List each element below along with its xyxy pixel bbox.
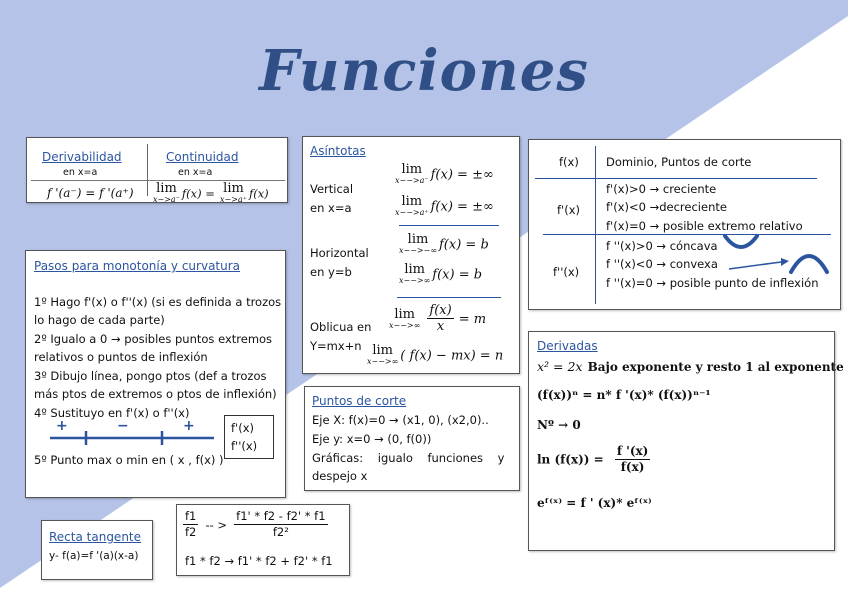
lim-subscript: x−−>−∞ [399, 246, 437, 255]
continuity-condition: en x=a [178, 167, 213, 178]
lim-subscript: x−−>∞ [399, 276, 431, 285]
derivability-continuity-card [26, 137, 288, 203]
oblique-limit-2 [367, 344, 503, 366]
table-head-fx: f(x) [559, 155, 579, 169]
vertical-limit-1 [395, 163, 494, 185]
power-rule-text: Bajo exponente y resto 1 al exponente [587, 360, 844, 374]
page-title: Funciones [259, 38, 589, 104]
derivability-condition: en x=a [63, 167, 98, 178]
separator [543, 234, 831, 235]
lim-expression: f(x) = ±∞ [430, 199, 494, 215]
horizontal-limit-1 [399, 233, 489, 255]
fraction-numerator: f1 [185, 509, 197, 523]
first-derivative-row-3: f'(x)=0 → posible extremo relativo [606, 219, 803, 233]
graphs-note: Gráficas: igualo funciones y [312, 451, 505, 465]
lim-expression: f(x) = b [439, 237, 489, 253]
lim-subscript: x−>a⁺ [220, 195, 247, 204]
table-head-desc: Dominio, Puntos de corte [606, 155, 752, 169]
oblique-label: Oblicua en [310, 320, 372, 334]
monotony-curvature-table [528, 139, 841, 310]
horizontal-label: Horizontal [310, 246, 369, 260]
second-derivative-row-2: f ''(x)<0 → convexa [606, 257, 718, 271]
asymptotes-heading: Asíntotas [310, 144, 366, 158]
lim-expression: f(x) [248, 186, 269, 201]
second-derivative-row-3: f ''(x)=0 → posible punto de inflexión [606, 276, 819, 290]
intercepts-card [304, 386, 520, 491]
lim-subscript: x−−>a⁻ [395, 176, 429, 185]
product-rule: f1 * f2 → f1' * f2 + f2' * f1 [185, 554, 333, 568]
constant-rule: Nº → 0 [537, 418, 581, 432]
continuity-formula [153, 182, 269, 204]
step-line: lo hago de cada parte) [34, 313, 165, 327]
horizontal-condition: en y=b [310, 265, 352, 279]
separator [397, 297, 501, 298]
graphs-note-continued: despejo x [312, 469, 368, 483]
convex-curve-icon [723, 246, 837, 276]
legend-first-derivative: f'(x) [231, 421, 254, 435]
step-line: 5º Punto max o min en ( x , f(x) ) [34, 453, 224, 467]
lim-label: lim [401, 194, 423, 209]
lim-subscript: x−−>a⁺ [395, 208, 429, 217]
step-line: relativos o puntos de inflexión [34, 350, 208, 364]
derivability-formula: f '(a⁻) = f '(a⁺) [47, 186, 134, 200]
fraction-denominator: f2² [272, 525, 289, 539]
horizontal-limit-2 [399, 263, 482, 285]
intercept-y: Eje y: x=0 → (0, f(0)) [312, 432, 432, 446]
lim-subscript: x−−>∞ [389, 320, 421, 330]
step-line: 4º Sustituyo en f'(x) o f''(x) [34, 406, 190, 420]
tangent-formula: y- f(a)=f '(a)(x-a) [49, 550, 139, 562]
negative-sign: − [117, 418, 129, 434]
lim-expression: ( f(x) − mx) = n [400, 348, 504, 364]
legend-second-derivative: f''(x) [231, 439, 258, 453]
continuity-heading: Continuidad [166, 150, 239, 164]
lim-expression: f(x) = ±∞ [430, 167, 494, 183]
log-rule-left: ln (f(x)) = [537, 452, 604, 467]
tangent-heading: Recta tangente [49, 530, 142, 544]
vertical-limit-2 [395, 195, 494, 217]
lim-expression: = m [458, 312, 487, 327]
step-line: más ptos de extremos o ptos de inflexión) [34, 387, 277, 401]
positive-sign: + [56, 418, 68, 434]
fraction-denominator: f(x) [620, 460, 645, 474]
first-derivative-label: f'(x) [557, 203, 580, 217]
fraction-numerator: f(x) [429, 303, 452, 318]
derivative-legend-box [224, 415, 274, 459]
step-line: 3º Dibujo línea, pongo ptos (def a trozos [34, 369, 267, 383]
fraction-numerator: f '(x) [616, 444, 649, 458]
lim-label: lim [372, 343, 393, 358]
intercept-x: Eje X: f(x)=0 → (x1, 0), (x2,0).. [312, 413, 489, 427]
lim-label: lim [394, 306, 415, 322]
lim-label: lim [401, 162, 423, 177]
power-rule [537, 356, 844, 375]
step-line: 2º Igualo a 0 → posibles puntos extremos [34, 332, 273, 346]
monotony-steps-card [25, 250, 286, 498]
quotient-product-card [176, 504, 350, 576]
vertical-condition: en x=a [310, 201, 352, 215]
exponential-rule: eᶠ⁽ˣ⁾ = f ' (x)* eᶠ⁽ˣ⁾ [537, 496, 652, 510]
lim-label: lim [407, 232, 429, 247]
oblique-limit-1 [389, 303, 486, 334]
lim-subscript: x−>a⁻ [153, 195, 180, 204]
positive-sign: + [183, 418, 195, 434]
oblique-condition: Y=mx+n [310, 339, 362, 353]
asymptotes-card [302, 136, 520, 374]
fraction-denominator: f2 [185, 525, 197, 539]
log-rule [537, 444, 650, 475]
separator [399, 225, 499, 226]
lim-subscript: x−−>∞ [367, 357, 399, 366]
vertical-label: Vertical [310, 182, 354, 196]
lim-expression: f(x) = [181, 186, 215, 201]
derivability-heading: Derivabilidad [42, 150, 122, 164]
second-derivative-row-1: f ''(x)>0 → cóncava [606, 239, 718, 253]
first-derivative-row-2: f'(x)<0 →decreciente [606, 200, 727, 214]
lim-label: lim [156, 181, 177, 196]
chain-power-rule: (f(x))ⁿ = n* f '(x)* (f(x))ⁿ⁻¹ [537, 388, 711, 402]
lim-expression: f(x) = b [432, 267, 483, 283]
derivatives-card [528, 331, 844, 551]
steps-heading: Pasos para monotonía y curvatura [34, 259, 241, 273]
fraction-numerator: f1' * f2 - f2' * f1 [236, 509, 326, 523]
lim-label: lim [223, 181, 244, 196]
divider [147, 144, 148, 196]
fraction-denominator: x [436, 319, 445, 334]
column-divider [595, 146, 596, 304]
quotient-rule [183, 509, 328, 540]
first-derivative-row-1: f'(x)>0 → creciente [606, 182, 717, 196]
step-line: 1º Hago f'(x) o f''(x) (si es definida a trozos [34, 295, 282, 309]
quotient-arrow: -- > [205, 517, 228, 532]
power-rule-math: x² = 2x [537, 359, 583, 374]
second-derivative-label: f''(x) [553, 265, 580, 279]
intercepts-heading: Puntos de corte [312, 394, 407, 408]
tangent-line-card [41, 520, 153, 580]
separator [535, 178, 817, 179]
derivatives-heading: Derivadas [537, 339, 598, 353]
lim-label: lim [404, 262, 425, 277]
